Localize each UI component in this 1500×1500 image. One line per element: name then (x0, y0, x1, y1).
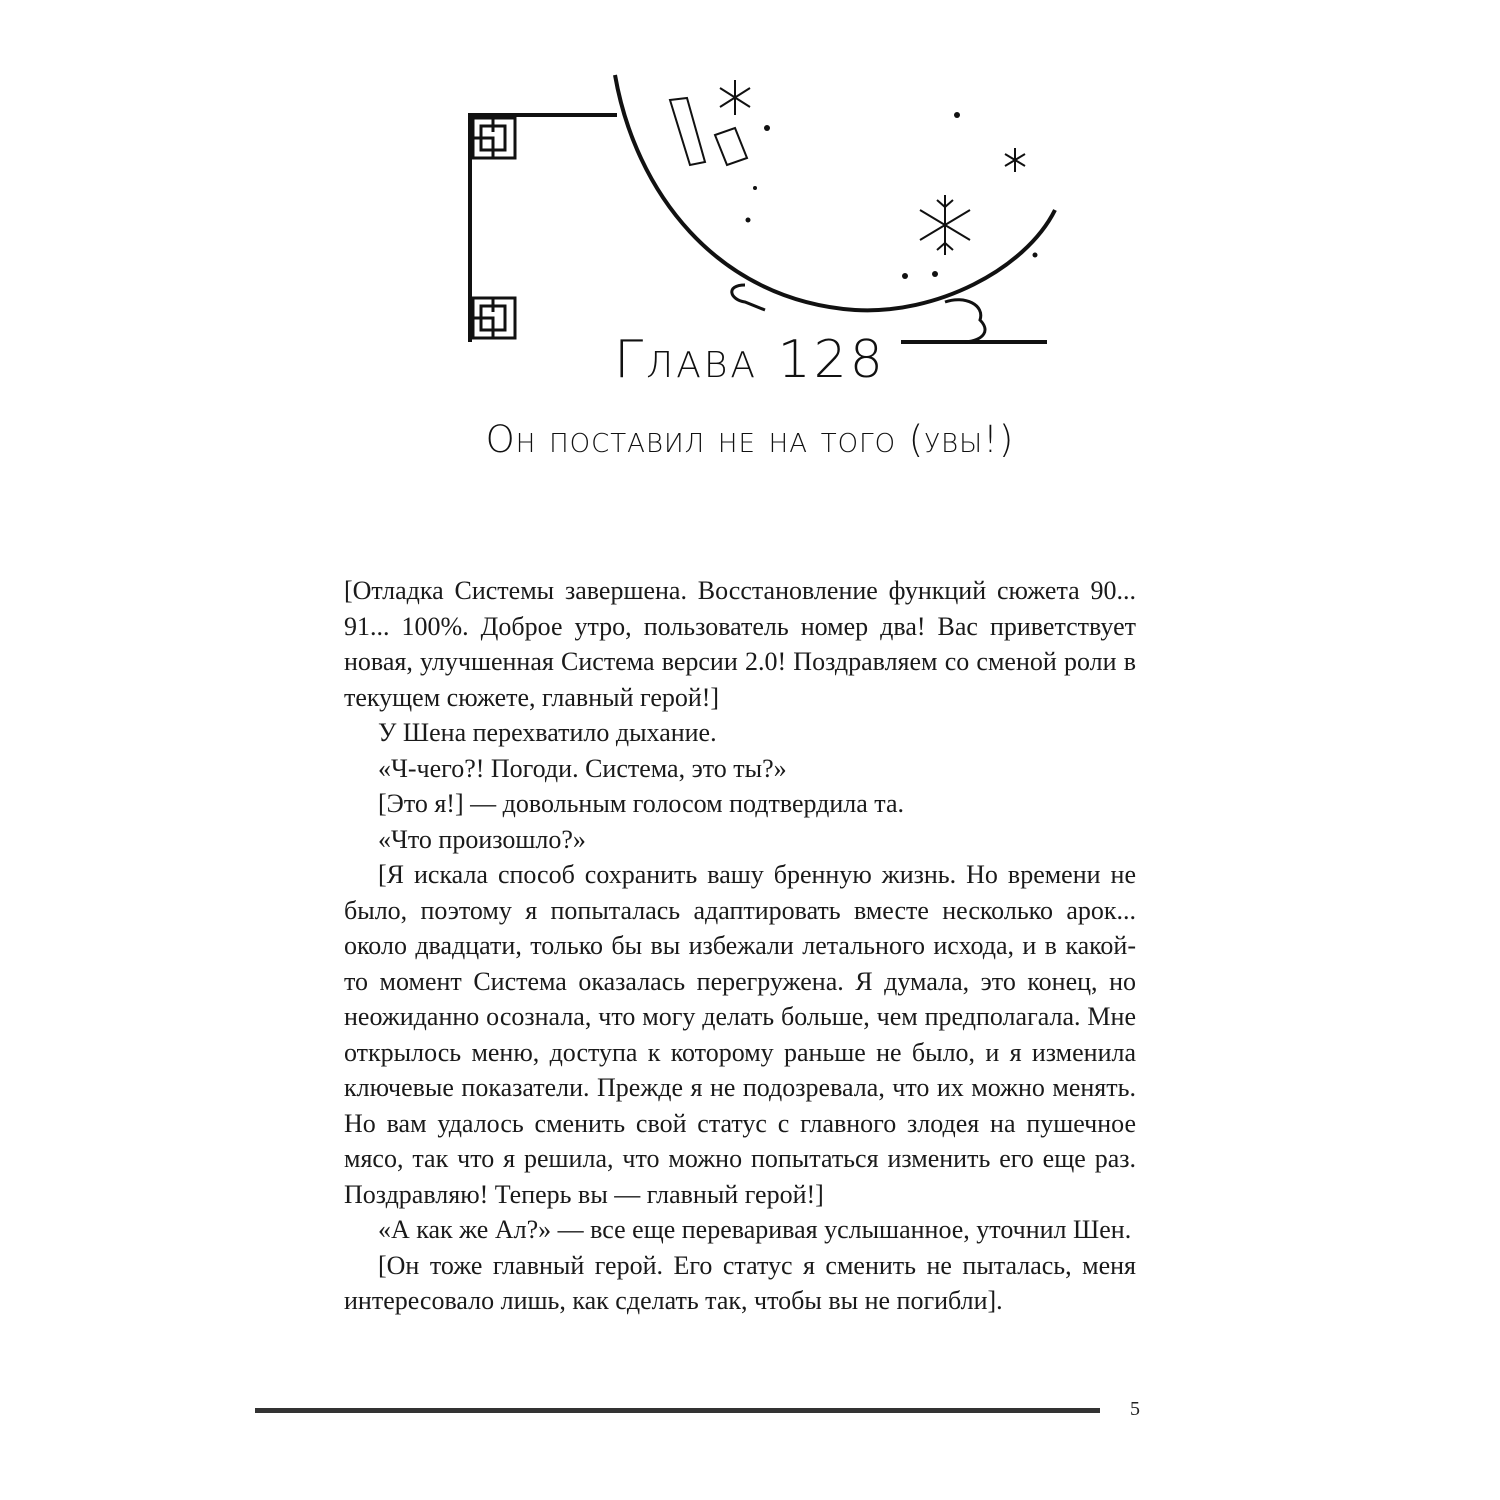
chapter-subtitle: Он поставил не на того (увы!) (485, 418, 1015, 461)
snowflake-top-icon (720, 80, 750, 115)
paragraph: «Ч-чего?! Погоди. Система, это ты?» (378, 753, 787, 783)
snowflake-large-icon (920, 195, 970, 255)
paragraph: У Шена перехватило дыхание. (378, 718, 717, 747)
chapter-body (344, 573, 1136, 1319)
chapter-title: Глава 128 (614, 330, 886, 390)
footer-rule (255, 1408, 1100, 1413)
paragraph: «А как же Ал?» — все еще переваривая услышанное, уточнил Шен. (378, 1215, 1132, 1244)
paragraph: [Отладка Системы завершена. Восстановление функций сюжета 90... 91... 100%. Доброе утро, пользователь номер два! Вас приветствует новая, улучшенная Система версии 2.0! Поздравляем со сменой роли в текущем сюжете, главный герой!] (344, 576, 1136, 712)
chapter-header-illustration (465, 70, 1065, 360)
snow-dots (746, 112, 1038, 279)
paragraph: [Он тоже главный герой. Его статус я сменить не пыталась, меня интересовало лишь, как сделать так, чтобы вы не погибли]. (344, 1250, 1136, 1315)
snow-globe-illustration (465, 70, 1065, 360)
paragraph: [Это я!] — довольным голосом подтвердила та. (378, 789, 905, 818)
paragraph: «Что произошло?» (378, 824, 586, 854)
frame-corner-knot-top (473, 118, 515, 158)
page-number: 5 (1130, 1398, 1140, 1420)
globe-outline (615, 75, 1055, 310)
snowflake-small-icon (1005, 148, 1025, 172)
paragraph: [Я искала способ сохранить вашу бренную жизнь. Но времени не было, поэтому я попыталась адаптировать вместе несколько арок... около двадцати, только бы вы избежали летального исхода, и в какой-то момент Система оказалась перегружена. Я думала, это конец, но неожиданно осознала, что могу делать больше, чем предполагала. Мне открылось меню, доступа к которому раньше не было, и я изменила ключевые показатели. Прежде я не подозревала, что их можно менять. Но вам удалось сменить свой статус с главного злодея на пушечное мясо, так что я решила, что можно попытаться изменить его еще раз. Поздравляю! Теперь вы — главный герой!] (344, 860, 1136, 1209)
